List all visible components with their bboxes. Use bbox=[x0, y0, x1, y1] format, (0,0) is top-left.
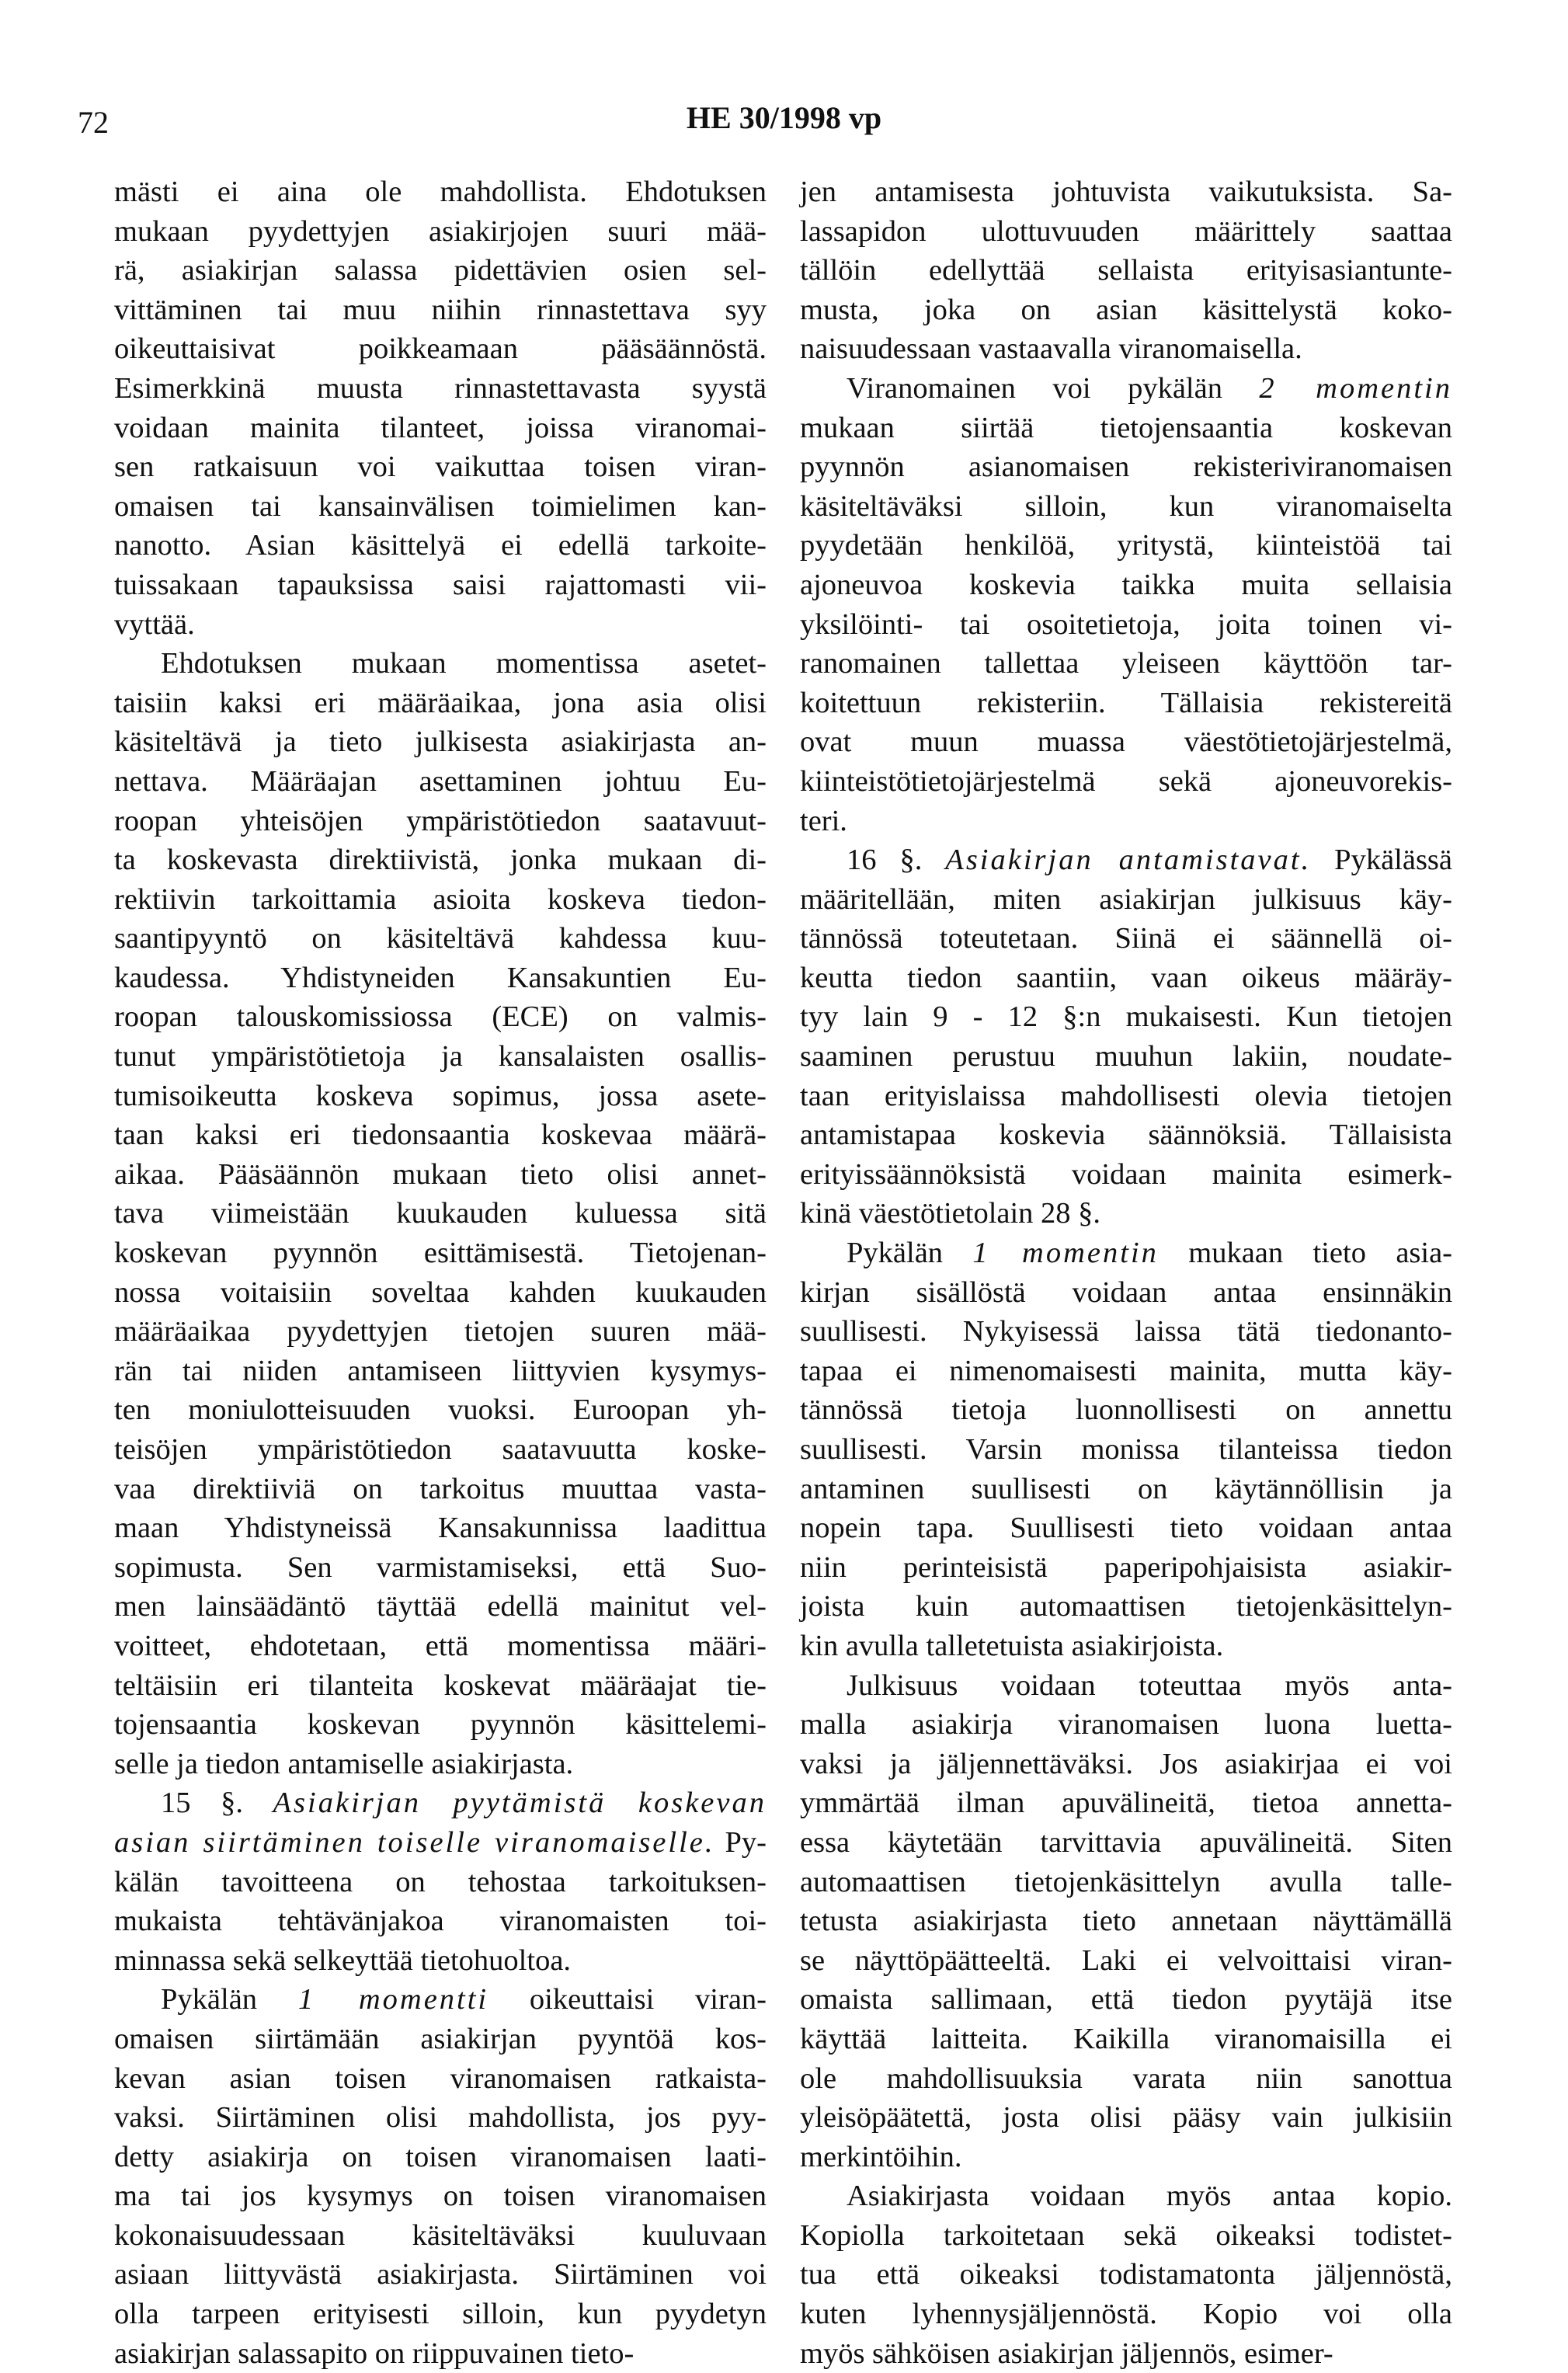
text-line: käsiteltävä ja tieto julkisesta asiakirjasta an- bbox=[114, 725, 767, 759]
text-line: Pykälän 1 momentti oikeuttaisi viran- bbox=[161, 1983, 767, 2016]
text-line: voidaan mainita tilanteet, joissa viranomai- bbox=[114, 411, 767, 444]
text-line: tojensaantia koskevan pyynnön käsittelemi- bbox=[114, 1708, 767, 1741]
text-line: tua että oikeaksi todistamatonta jäljennöstä, bbox=[800, 2258, 1452, 2291]
text-line: merkintöihin. bbox=[800, 2140, 962, 2173]
text-line: joista kuin automaattisen tietojenkäsittelyn- bbox=[800, 1590, 1452, 1623]
text-line: teri. bbox=[800, 804, 847, 837]
text-line: kuten lyhennysjäljennöstä. Kopio voi olla bbox=[800, 2298, 1452, 2331]
right-column bbox=[800, 172, 1452, 2373]
text-line: nopein tapa. Suullisesti tieto voidaan antaa bbox=[800, 1512, 1452, 1545]
text-line: kinä väestötietolain 28 §. bbox=[800, 1197, 1101, 1230]
page-number: 72 bbox=[78, 105, 109, 140]
text-line: mukaista tehtävänjakoa viranomaisten toi- bbox=[114, 1905, 767, 1938]
text-line: asiaan liittyvästä asiakirjasta. Siirtäminen voi bbox=[114, 2258, 767, 2291]
text-line: taan erityislaissa mahdollisesti olevia tietojen bbox=[800, 1079, 1452, 1112]
text-line: käsiteltäväksi silloin, kun viranomaiselta bbox=[800, 489, 1452, 523]
text-line: antamistapaa koskevia säännöksiä. Tällaisista bbox=[800, 1119, 1452, 1152]
text-line: kälän tavoitteena on tehostaa tarkoituksen- bbox=[114, 1865, 767, 1898]
paragraph bbox=[800, 172, 1452, 369]
text-line: detty asiakirja on toisen viranomaisen laati- bbox=[114, 2140, 767, 2173]
paragraph bbox=[800, 369, 1452, 840]
paragraph bbox=[800, 1666, 1452, 2177]
paragraph bbox=[800, 840, 1452, 1233]
text-line: tällöin edellyttää sellaista erityisasiantunte- bbox=[800, 254, 1452, 287]
text-line: ta koskevasta direktiivistä, jonka mukaan di- bbox=[114, 844, 767, 877]
text-line: omaisen siirtämään asiakirjan pyyntöä kos- bbox=[114, 2022, 767, 2055]
text-line: automaattisen tietojenkäsittelyn avulla talle- bbox=[800, 1865, 1452, 1898]
text-line: tännössä toteutetaan. Siinä ei säännellä oi- bbox=[800, 922, 1452, 955]
text-line: roopan yhteisöjen ympäristötiedon saatavuut- bbox=[114, 804, 767, 837]
text-line: sen ratkaisuun voi vaikuttaa toisen viran- bbox=[114, 451, 767, 484]
text-line: musta, joka on asian käsittelystä koko- bbox=[800, 293, 1452, 326]
text-line: yksilöinti- tai osoitetietoja, joita toinen vi- bbox=[800, 607, 1452, 641]
running-head: HE 30/1998 vp bbox=[686, 100, 882, 135]
text-line: taisiin kaksi eri määräaikaa, jona asia olisi bbox=[114, 686, 767, 719]
text-line: selle ja tiedon antamiselle asiakirjasta. bbox=[114, 1747, 574, 1780]
text-line: mukaan siirtää tietojensaantia koskevan bbox=[800, 411, 1452, 444]
text-line: malla asiakirja viranomaisen luona luetta- bbox=[800, 1708, 1452, 1741]
italic-phrase: Asiakirjan antamistavat. bbox=[945, 844, 1312, 877]
text-line: 15 §. Asiakirjan pyytämistä koskevan bbox=[161, 1787, 767, 1820]
text-line: määräaikaa pyydettyjen tietojen suuren mää- bbox=[114, 1315, 767, 1348]
text-line: myös sähköisen asiakirjan jäljennös, esimer- bbox=[800, 2336, 1333, 2370]
text-line: vyttää. bbox=[114, 607, 195, 641]
text-line: tuissakaan tapauksissa saisi rajattomasti vii- bbox=[114, 568, 767, 601]
text-line: saaminen perustuu muuhun lakiin, noudate- bbox=[800, 1040, 1452, 1073]
italic-phrase: 2 momentin bbox=[1259, 371, 1452, 405]
text-line: tyy lain 9 - 12 §:n mukaisesti. Kun tietojen bbox=[800, 1000, 1452, 1034]
text-line: aikaa. Pääsäännön mukaan tieto olisi annet- bbox=[114, 1157, 767, 1191]
text-line: rä, asiakirjan salassa pidettävien osien sel- bbox=[114, 254, 767, 287]
text-line: niin perinteisistä paperipohjaisista asiakir- bbox=[800, 1550, 1452, 1584]
text-line: omaisen tai kansainvälisen toimielimen kan- bbox=[114, 489, 767, 523]
text-line: ranomainen tallettaa yleiseen käyttöön tar- bbox=[800, 647, 1452, 680]
text-line: asiakirjan salassapito on riippuvainen tieto- bbox=[114, 2336, 635, 2370]
text-line: jen antamisesta johtuvista vaikutuksista. Sa- bbox=[800, 176, 1452, 208]
text-line: maan Yhdistyneissä Kansakunnissa laadittua bbox=[114, 1512, 767, 1545]
text-line: nanotto. Asian käsittelyä ei edellä tarkoite- bbox=[114, 529, 767, 562]
text-line: vaksi. Siirtäminen olisi mahdollista, jos pyy- bbox=[114, 2101, 767, 2135]
left-column bbox=[114, 172, 767, 2373]
text-line: ymmärtää ilman apuvälineitä, tietoa annetta- bbox=[800, 1787, 1452, 1820]
text-line: pyynnön asianomaisen rekisteriviranomaisen bbox=[800, 451, 1452, 484]
text-line: koskevan pyynnön esittämisestä. Tietojenan- bbox=[114, 1237, 767, 1270]
text-line: 16 §. Asiakirjan antamistavat. Pykälässä bbox=[847, 844, 1452, 877]
text-line: men lainsäädäntö täyttää edellä mainitut vel- bbox=[114, 1590, 767, 1623]
text-line: mästi ei aina ole mahdollista. Ehdotuksen bbox=[114, 176, 767, 208]
text-line: suullisesti. Varsin monissa tilanteissa tiedon bbox=[800, 1433, 1452, 1466]
paragraph bbox=[114, 1980, 767, 2373]
text-line: kevan asian toisen viranomaisen ratkaista- bbox=[114, 2062, 767, 2095]
text-line: Viranomainen voi pykälän 2 momentin bbox=[847, 371, 1452, 405]
text-line: suullisesti. Nykyisessä laissa tätä tiedonanto- bbox=[800, 1315, 1452, 1348]
text-line: Asiakirjasta voidaan myös antaa kopio. bbox=[847, 2180, 1452, 2213]
text-line: tumisoikeutta koskeva sopimus, jossa asete- bbox=[114, 1079, 767, 1112]
text-line: kaudessa. Yhdistyneiden Kansakuntien Eu- bbox=[114, 961, 767, 994]
text-line: määritellään, miten asiakirjan julkisuus käy- bbox=[800, 882, 1452, 916]
text-line: kokonaisuudessaan käsiteltäväksi kuuluvaan bbox=[114, 2218, 767, 2252]
text-line: keutta tiedon saantiin, vaan oikeus määräy- bbox=[800, 961, 1452, 994]
text-line: tava viimeistään kuukauden kuluessa sitä bbox=[114, 1197, 767, 1230]
text-line: antaminen suullisesti on käytännöllisin ja bbox=[800, 1472, 1452, 1505]
paragraph bbox=[800, 2176, 1452, 2373]
paragraph bbox=[800, 1233, 1452, 1666]
text-line: olla tarpeen erityisesti silloin, kun pyydetyn bbox=[114, 2298, 767, 2331]
text-line: tapaa ei nimenomaisesti mainita, mutta käy- bbox=[800, 1354, 1452, 1387]
paragraph bbox=[114, 1783, 767, 1980]
text-line: Ehdotuksen mukaan momentissa asetet- bbox=[161, 647, 767, 680]
text-line: nossa voitaisiin soveltaa kahden kuukauden bbox=[114, 1275, 767, 1309]
text-line: asian siirtäminen toiselle viranomaiselle. Py- bbox=[114, 1825, 767, 1859]
text-line: omaista sallimaan, että tiedon pyytäjä itse bbox=[800, 1983, 1452, 2016]
text-line: Esimerkkinä muusta rinnastettavasta syystä bbox=[114, 371, 767, 405]
text-line: oikeuttaisivat poikkeamaan pääsäännöstä. bbox=[114, 332, 767, 366]
text-line: naisuudessaan vastaavalla viranomaisella. bbox=[800, 332, 1302, 366]
text-line: saantipyyntö on käsiteltävä kahdessa kuu- bbox=[114, 922, 767, 955]
text-line: teisöjen ympäristötiedon saatavuutta koske- bbox=[114, 1433, 767, 1466]
text-line: teltäisiin eri tilanteita koskevat määräajat tie- bbox=[114, 1668, 767, 1702]
text-line: tännössä tietoja luonnollisesti on annettu bbox=[800, 1394, 1452, 1427]
text-line: voitteet, ehdotetaan, että momentissa määri- bbox=[114, 1629, 767, 1662]
text-line: tunut ympäristötietoja ja kansalaisten osallis- bbox=[114, 1040, 767, 1073]
text-line: nettava. Määräajan asettaminen johtuu Eu- bbox=[114, 764, 767, 798]
paragraph bbox=[114, 644, 767, 1783]
text-line: rektiivin tarkoittamia asioita koskeva tiedon- bbox=[114, 882, 767, 916]
italic-phrase: Asiakirjan pyytämistä koskevan bbox=[273, 1787, 767, 1820]
text-line: vaa direktiiviä on tarkoitus muuttaa vasta- bbox=[114, 1472, 767, 1505]
text-line: roopan talouskomissiossa (ECE) on valmis- bbox=[114, 1000, 767, 1034]
text-line: kirjan sisällöstä voidaan antaa ensinnäkin bbox=[800, 1275, 1452, 1309]
text-line: minnassa sekä selkeyttää tietohuoltoa. bbox=[114, 1943, 572, 1977]
text-line: se näyttöpäätteeltä. Laki ei velvoittaisi viran- bbox=[800, 1943, 1452, 1977]
text-line: rän tai niiden antamiseen liittyvien kysymys- bbox=[114, 1354, 767, 1387]
text-line: Kopiolla tarkoitetaan sekä oikeaksi todistet- bbox=[800, 2218, 1452, 2252]
text-line: ajoneuvoa koskevia taikka muita sellaisia bbox=[800, 568, 1452, 601]
text-line: sopimusta. Sen varmistamiseksi, että Suo- bbox=[114, 1550, 767, 1584]
text-line: ten moniulotteisuuden vuoksi. Euroopan yh- bbox=[114, 1394, 767, 1427]
italic-phrase: asian siirtäminen toiselle viranomaiselle. bbox=[114, 1825, 715, 1859]
text-line: vaksi ja jäljennettäväksi. Jos asiakirjaa ei voi bbox=[800, 1747, 1452, 1780]
text-line: ole mahdollisuuksia varata niin sanottua bbox=[800, 2062, 1452, 2095]
text-line: kiinteistötietojärjestelmä sekä ajoneuvorekis- bbox=[800, 764, 1452, 798]
text-line: ovat muun muassa väestötietojärjestelmä, bbox=[800, 725, 1452, 759]
text-line: pyydetään henkilöä, yritystä, kiinteistöä tai bbox=[800, 529, 1452, 562]
text-line: lassapidon ulottuvuuden määrittely saattaa bbox=[800, 214, 1452, 248]
text-line: vittäminen tai muu niihin rinnastettava syy bbox=[114, 293, 767, 326]
text-line: mukaan pyydettyjen asiakirjojen suuri mää- bbox=[114, 214, 767, 248]
text-line: Pykälän 1 momentin mukaan tieto asia- bbox=[847, 1237, 1452, 1270]
text-line: tetusta asiakirjasta tieto annetaan näyttämällä bbox=[800, 1905, 1452, 1938]
text-line: koitettuun rekisteriin. Tällaisia rekistereitä bbox=[800, 686, 1452, 719]
text-line: käyttää laitteita. Kaikilla viranomaisilla ei bbox=[800, 2022, 1452, 2055]
text-line: kin avulla talletetuista asiakirjoista. bbox=[800, 1629, 1224, 1662]
italic-phrase: 1 momentin bbox=[972, 1237, 1159, 1270]
text-line: erityissäännöksistä voidaan mainita esimerk- bbox=[800, 1157, 1452, 1191]
italic-phrase: 1 momentti bbox=[297, 1983, 489, 2016]
paragraph bbox=[114, 172, 767, 644]
text-line: yleisöpäätettä, josta olisi pääsy vain julkisiin bbox=[800, 2101, 1452, 2135]
text-line: ma tai jos kysymys on toisen viranomaisen bbox=[114, 2180, 767, 2213]
text-line: Julkisuus voidaan toteuttaa myös anta- bbox=[847, 1668, 1452, 1702]
text-line: taan kaksi eri tiedonsaantia koskevaa määrä- bbox=[114, 1119, 767, 1152]
text-line: essa käytetään tarvittavia apuvälineitä. Siten bbox=[800, 1825, 1452, 1859]
